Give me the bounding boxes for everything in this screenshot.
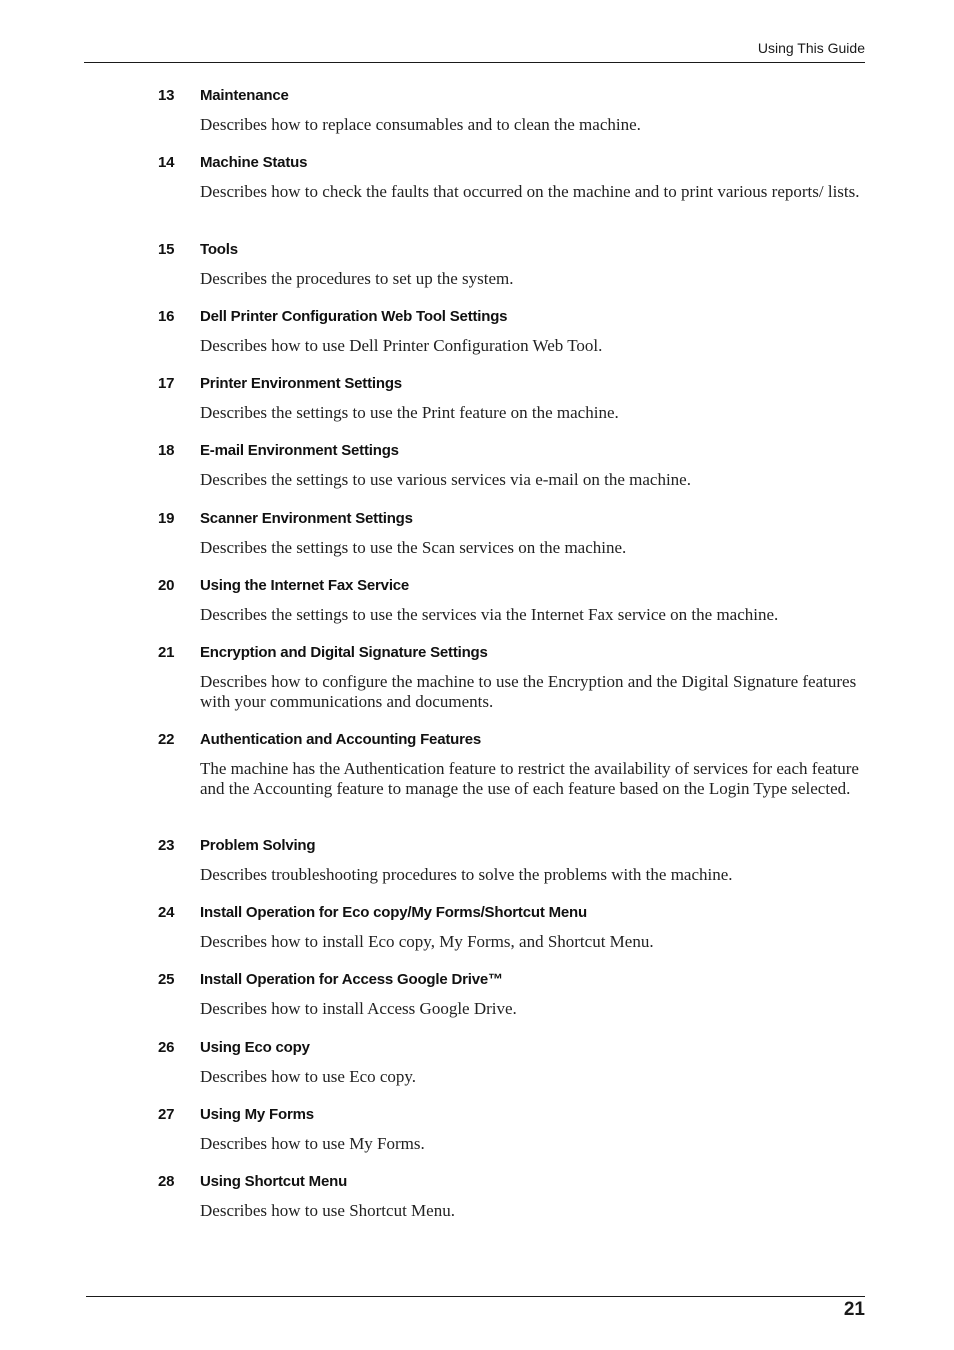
section-number: 17 (158, 375, 175, 392)
header-rule (84, 62, 865, 63)
section-description: Describes how to use Shortcut Menu. (200, 1201, 455, 1220)
running-header: Using This Guide (757, 40, 865, 56)
section-heading (158, 442, 870, 460)
section-heading (158, 837, 870, 855)
section-heading (158, 510, 870, 528)
section-15 (158, 241, 870, 289)
section-19 (158, 510, 870, 558)
section-21 (158, 644, 870, 711)
section-description: Describes the procedures to set up the system. (200, 269, 514, 288)
section-title: Tools (200, 241, 238, 258)
section-23 (158, 837, 870, 885)
section-number: 14 (158, 154, 175, 171)
section-number: 19 (158, 510, 175, 527)
section-title: Using Eco copy (200, 1039, 310, 1056)
section-heading (158, 577, 870, 595)
section-description: Describes how to install Access Google Drive. (200, 999, 517, 1018)
section-description: Describes how to check the faults that occurred on the machine and to print various reports/ lists. (200, 182, 860, 201)
section-description: Describes how to use My Forms. (200, 1134, 425, 1153)
section-number: 27 (158, 1106, 175, 1123)
section-description: Describes how to configure the machine to use the Encryption and the Digital Signature features with your communications and documents. (200, 672, 857, 711)
section-heading (158, 904, 870, 922)
section-title: E-mail Environment Settings (200, 442, 399, 459)
section-title: Authentication and Accounting Features (200, 731, 482, 748)
section-heading (158, 1173, 870, 1191)
section-description: Describes the settings to use the Print feature on the machine. (200, 403, 619, 422)
section-24 (158, 904, 870, 952)
section-title: Using the Internet Fax Service (200, 577, 410, 594)
section-description: Describes the settings to use the Scan services on the machine. (200, 538, 627, 557)
section-heading (158, 87, 870, 105)
section-title: Install Operation for Access Google Drive™ (200, 971, 503, 988)
section-number: 28 (158, 1173, 175, 1190)
section-number: 23 (158, 837, 175, 854)
section-title: Printer Environment Settings (200, 375, 402, 392)
section-number: 13 (158, 87, 175, 104)
section-number: 22 (158, 731, 175, 748)
section-heading (158, 1106, 870, 1124)
section-27 (158, 1106, 870, 1154)
section-17 (158, 375, 870, 423)
section-description: Describes troubleshooting procedures to solve the problems with the machine. (200, 865, 733, 884)
section-number: 18 (158, 442, 175, 459)
section-description: Describes how to use Dell Printer Configuration Web Tool. (200, 336, 603, 355)
section-number: 26 (158, 1039, 175, 1056)
section-title: Scanner Environment Settings (200, 510, 413, 527)
section-heading (158, 731, 870, 749)
section-28 (158, 1173, 870, 1221)
section-18 (158, 442, 870, 490)
section-number: 25 (158, 971, 175, 988)
section-description: Describes how to use Eco copy. (200, 1067, 417, 1086)
section-26 (158, 1039, 870, 1087)
page-number: 21 (843, 1299, 865, 1320)
section-14 (158, 154, 870, 202)
section-title: Problem Solving (200, 837, 316, 854)
section-25 (158, 971, 870, 1019)
section-heading (158, 308, 870, 326)
section-number: 21 (158, 644, 175, 661)
section-heading (158, 375, 870, 393)
section-number: 20 (158, 577, 175, 594)
section-description: The machine has the Authentication feature to restrict the availability of services for each feature and the Accounting feature to manage the use of each feature based on the Login Type selected. (200, 759, 859, 798)
section-description: Describes the settings to use the services via the Internet Fax service on the machine. (200, 605, 779, 624)
section-title: Install Operation for Eco copy/My Forms/Shortcut Menu (200, 904, 587, 921)
section-number: 16 (158, 308, 175, 325)
section-number: 24 (158, 904, 175, 921)
section-heading (158, 154, 870, 172)
section-heading (158, 241, 870, 259)
section-heading (158, 1039, 870, 1057)
section-title: Encryption and Digital Signature Settings (200, 644, 488, 661)
section-20 (158, 577, 870, 625)
section-title: Using Shortcut Menu (200, 1173, 348, 1190)
section-title: Maintenance (200, 87, 289, 104)
section-13 (158, 87, 870, 135)
section-22 (158, 731, 870, 798)
section-description: Describes how to install Eco copy, My Forms, and Shortcut Menu. (200, 932, 654, 951)
section-16 (158, 308, 870, 356)
section-number: 15 (158, 241, 175, 258)
section-title: Using My Forms (200, 1106, 314, 1123)
footer-rule (86, 1296, 865, 1297)
section-heading (158, 644, 870, 662)
section-heading (158, 971, 870, 989)
section-description: Describes the settings to use various services via e-mail on the machine. (200, 470, 691, 489)
section-description: Describes how to replace consumables and to clean the machine. (200, 115, 641, 134)
section-title: Dell Printer Configuration Web Tool Settings (200, 308, 508, 325)
section-title: Machine Status (200, 154, 308, 171)
